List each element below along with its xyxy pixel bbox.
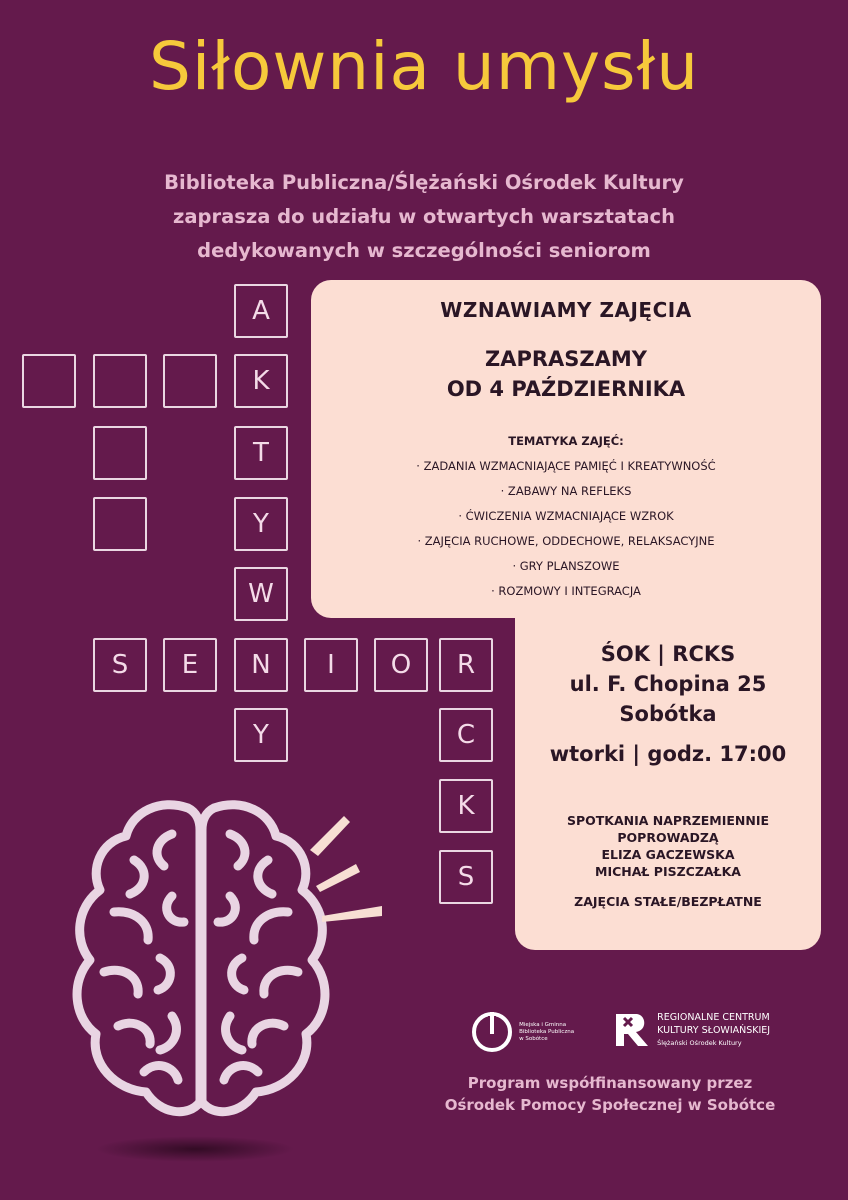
crossword-tile: Y	[234, 708, 288, 762]
crossword-tile: T	[234, 426, 288, 480]
crossword-tile: S	[439, 850, 493, 904]
funding-line: Program współfinansowany przez	[467, 1074, 753, 1092]
crossword-tile: N	[234, 638, 288, 692]
host-name: MICHAŁ PISZCZAŁKA	[595, 864, 741, 879]
crossword-tile: W	[234, 567, 288, 621]
topics-heading: TEMATYKA ZAJĘĆ:	[508, 434, 624, 448]
crossword-empty-tile	[93, 426, 147, 480]
crossword-tile: S	[93, 638, 147, 692]
street-address: ul. F. Chopina 25	[569, 672, 767, 696]
topic-item: · GRY PLANSZOWE	[512, 559, 620, 573]
rcks-logo-subline: Ślężański Ośrodek Kultury	[657, 1038, 742, 1047]
city-name: Sobótka	[619, 702, 717, 726]
crossword-tile: I	[304, 638, 358, 692]
crossword-tile: C	[439, 708, 493, 762]
intro-text	[0, 166, 848, 268]
crossword-tile: E	[163, 638, 217, 692]
intro-line: Biblioteka Publiczna/Ślężański Ośrodek Kultury	[164, 171, 684, 194]
hosts-line: POPROWADZĄ	[617, 830, 719, 845]
topics-list	[311, 429, 821, 604]
crossword-empty-tile	[163, 354, 217, 408]
hosts-info	[515, 812, 821, 880]
topic-item: · ĆWICZENIA WZMACNIAJĄCE WZROK	[458, 509, 674, 523]
funding-line: Ośrodek Pomocy Społecznej w Sobótce	[444, 1096, 776, 1114]
crossword-empty-tile	[93, 354, 147, 408]
topic-item: · ZAJĘCIA RUCHOWE, ODDECHOWE, RELAKSACYJNE	[417, 534, 715, 548]
poster-title: Siłownia umysłu	[148, 28, 700, 105]
hosts-line: SPOTKANIA NAPRZEMIENNIE	[566, 813, 770, 828]
funding-note	[380, 1072, 840, 1116]
brain-icon	[60, 790, 390, 1130]
rcks-logo-line: KULTURY SŁOWIAŃSKIEJ	[657, 1024, 771, 1036]
host-name: ELIZA GACZEWSKA	[601, 847, 735, 862]
library-logo	[470, 1010, 579, 1054]
invite-line: ZAPRASZAMY	[484, 347, 647, 371]
invite-date: OD 4 PAŹDZIERNIKA	[446, 377, 686, 401]
crossword-tile: K	[439, 779, 493, 833]
crossword-tile: R	[439, 638, 493, 692]
rcks-logo	[612, 1010, 770, 1050]
brain-shadow	[95, 1136, 295, 1162]
crossword-tile: O	[374, 638, 428, 692]
venue-address	[515, 639, 821, 729]
topic-item: · ZADANIA WZMACNIAJĄCE PAMIĘĆ I KREATYWNOŚĆ	[416, 459, 716, 473]
crossword-tile: K	[234, 354, 288, 408]
topic-item: · ROZMOWY I INTEGRACJA	[491, 584, 641, 598]
intro-line: zaprasza do udziału w otwartych warsztatach	[173, 205, 675, 228]
crossword-empty-tile	[93, 497, 147, 551]
crossword-empty-tile	[22, 354, 76, 408]
resume-heading: WZNAWIAMY ZAJĘCIA	[440, 298, 692, 322]
rcks-logo-line: REGIONALNE CENTRUM	[657, 1011, 770, 1023]
rcks-logo-text	[657, 1011, 770, 1050]
crossword-tile: A	[234, 284, 288, 338]
invite-heading	[311, 344, 821, 404]
venue-name: ŚOK | RCKS	[600, 642, 736, 666]
rcks-logo-icon	[612, 1010, 652, 1050]
library-logo-icon	[470, 1010, 514, 1054]
library-logo-text: Miejska i Gminna Biblioteka Publiczna w Sobótce	[519, 1021, 575, 1042]
schedule: wtorki | godz. 17:00	[549, 742, 787, 766]
crossword-tile: Y	[234, 497, 288, 551]
topic-item: · ZABAWY NA REFLEKS	[500, 484, 632, 498]
free-classes-note: ZAJĘCIA STAŁE/BEZPŁATNE	[574, 894, 762, 909]
intro-line: dedykowanych w szczególności seniorom	[197, 239, 651, 262]
